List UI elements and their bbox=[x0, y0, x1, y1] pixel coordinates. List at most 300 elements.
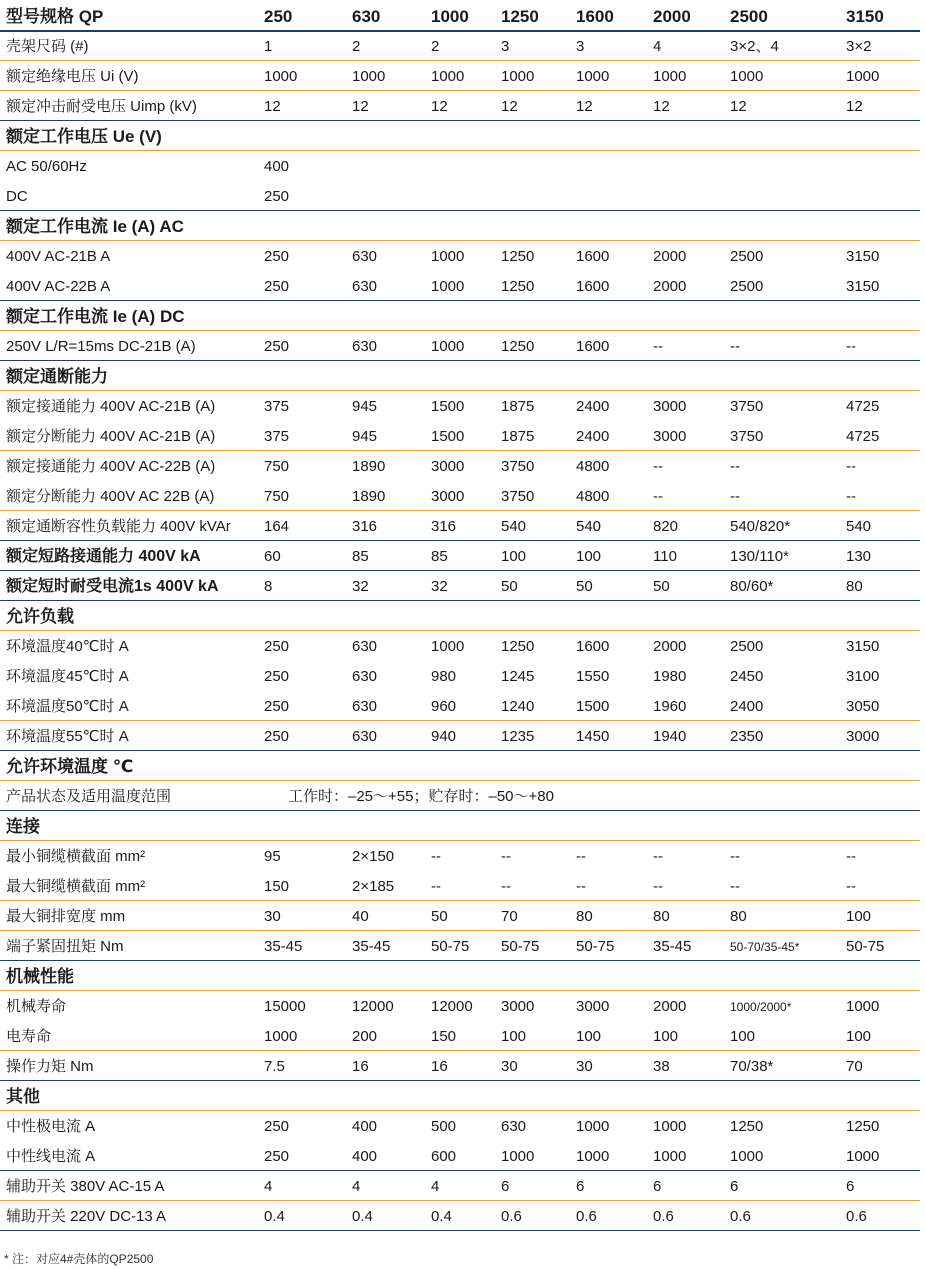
row-value: 200 bbox=[352, 1028, 378, 1045]
table-row bbox=[0, 720, 920, 751]
row-value: 15000 bbox=[264, 998, 306, 1015]
row-value: 1000 bbox=[846, 998, 880, 1015]
table-row bbox=[0, 570, 920, 601]
row-value: 2×150 bbox=[352, 848, 395, 865]
row-value: 110 bbox=[653, 548, 677, 565]
row-value: 1890 bbox=[352, 488, 386, 505]
table-row bbox=[0, 930, 920, 961]
table-row bbox=[0, 1200, 920, 1231]
row-value: 1000 bbox=[431, 338, 465, 355]
row-value: 100 bbox=[576, 1028, 602, 1045]
row-value: 12 bbox=[730, 98, 747, 115]
row-value: 80 bbox=[730, 908, 747, 925]
row-label: 辅助开关 220V DC-13 A bbox=[6, 1208, 167, 1225]
row-label: 中性极电流 A bbox=[6, 1118, 96, 1135]
row-value: 0.4 bbox=[431, 1208, 452, 1225]
row-value: 1250 bbox=[501, 338, 535, 355]
row-value: 100 bbox=[501, 548, 527, 565]
row-value: 1250 bbox=[501, 248, 535, 265]
row-value: -- bbox=[653, 848, 663, 865]
row-value: 250 bbox=[264, 668, 290, 685]
row-value: 3 bbox=[576, 38, 585, 55]
row-value: 945 bbox=[352, 428, 378, 445]
row-value: 945 bbox=[352, 398, 378, 415]
section-heading-row bbox=[0, 300, 920, 331]
row-label: 250V L/R=15ms DC-21B (A) bbox=[6, 338, 196, 355]
section-heading-row bbox=[0, 600, 920, 631]
header-model-value: 250 bbox=[264, 7, 293, 26]
row-value: 2500 bbox=[730, 278, 764, 295]
table-row bbox=[0, 270, 920, 301]
table-header-row bbox=[0, 0, 920, 32]
row-value: 130 bbox=[846, 548, 872, 565]
temperature-range-text: 工作时：–25～+55；贮存时：–50～+80 bbox=[288, 788, 554, 805]
row-value: 2400 bbox=[576, 398, 610, 415]
row-value: 4725 bbox=[846, 398, 880, 415]
row-value: 1000 bbox=[576, 1148, 610, 1165]
row-value: 8 bbox=[264, 578, 273, 595]
row-value: 6 bbox=[730, 1178, 739, 1195]
row-label: 额定通断容性负载能力 400V kVAr bbox=[6, 518, 231, 535]
row-value: 375 bbox=[264, 398, 290, 415]
section-title: 额定通断能力 bbox=[6, 367, 108, 386]
row-value: 3000 bbox=[653, 398, 687, 415]
row-value: 3150 bbox=[846, 638, 880, 655]
row-label: 400V AC-22B A bbox=[6, 278, 111, 295]
row-value: 2 bbox=[431, 38, 440, 55]
row-label: 辅助开关 380V AC-15 A bbox=[6, 1178, 165, 1195]
row-value: 400 bbox=[352, 1148, 378, 1165]
section-title: 其他 bbox=[6, 1087, 40, 1106]
header-model-value: 1600 bbox=[576, 7, 614, 26]
row-value: 35-45 bbox=[264, 938, 303, 955]
row-value: 2450 bbox=[730, 668, 764, 685]
row-value: -- bbox=[730, 848, 740, 865]
row-label: 端子紧固扭矩 Nm bbox=[6, 938, 124, 955]
row-value: 2400 bbox=[730, 698, 764, 715]
table-row bbox=[0, 630, 920, 660]
row-value: 0.6 bbox=[501, 1208, 522, 1225]
table-row bbox=[0, 510, 920, 541]
row-value: 500 bbox=[431, 1118, 457, 1135]
row-value: 7.5 bbox=[264, 1058, 285, 1075]
table-row bbox=[0, 1020, 920, 1051]
row-value: 980 bbox=[431, 668, 457, 685]
row-value: 4 bbox=[352, 1178, 361, 1195]
row-value: 164 bbox=[264, 518, 290, 535]
row-value: 250 bbox=[264, 1118, 290, 1135]
section-heading-row bbox=[0, 960, 920, 991]
row-value: -- bbox=[431, 848, 441, 865]
section-title: 允许环境温度 ℃ bbox=[6, 757, 134, 776]
row-value: 1250 bbox=[846, 1118, 880, 1135]
row-value: 1000 bbox=[264, 1028, 298, 1045]
row-value: 1000 bbox=[352, 68, 386, 85]
row-value: 1250 bbox=[730, 1118, 764, 1135]
row-value: 100 bbox=[730, 1028, 756, 1045]
table-row bbox=[0, 840, 920, 870]
row-value: 600 bbox=[431, 1148, 457, 1165]
row-value: 3000 bbox=[846, 728, 880, 745]
row-value: 630 bbox=[352, 248, 378, 265]
row-value: 1000 bbox=[431, 278, 465, 295]
row-value: 316 bbox=[431, 518, 457, 535]
row-value: 3750 bbox=[501, 488, 535, 505]
row-value: 95 bbox=[264, 848, 281, 865]
row-value: 630 bbox=[352, 668, 378, 685]
row-value: 820 bbox=[653, 518, 679, 535]
row-value: 1000/2000* bbox=[730, 1000, 792, 1014]
row-value: 1600 bbox=[576, 248, 610, 265]
row-value: 1875 bbox=[501, 398, 535, 415]
row-value: 400 bbox=[264, 158, 290, 175]
row-value: 1 bbox=[264, 38, 273, 55]
row-value: 70/38* bbox=[730, 1058, 774, 1075]
row-value: 50 bbox=[431, 908, 448, 925]
row-value: 1940 bbox=[653, 728, 687, 745]
row-value: 2×185 bbox=[352, 878, 395, 895]
row-value: 630 bbox=[352, 698, 378, 715]
row-value: 50 bbox=[653, 578, 670, 595]
row-value: 80 bbox=[846, 578, 863, 595]
row-value: 50-75 bbox=[576, 938, 615, 955]
row-value: 3750 bbox=[730, 398, 764, 415]
row-value: 1600 bbox=[576, 278, 610, 295]
row-value: 250 bbox=[264, 698, 290, 715]
row-value: 1000 bbox=[653, 1118, 687, 1135]
row-value: -- bbox=[846, 488, 856, 505]
row-label: 额定接通能力 400V AC-22B (A) bbox=[6, 458, 216, 475]
row-value: 750 bbox=[264, 488, 290, 505]
row-value: 50-70/35-45* bbox=[730, 940, 800, 954]
row-value: 3050 bbox=[846, 698, 880, 715]
table-row bbox=[0, 150, 920, 180]
row-value: 130/110* bbox=[730, 548, 789, 565]
table-row bbox=[0, 1110, 920, 1140]
row-value: 70 bbox=[846, 1058, 863, 1075]
row-value: 6 bbox=[501, 1178, 510, 1195]
row-value: 30 bbox=[264, 908, 281, 925]
row-value: 3750 bbox=[501, 458, 535, 475]
section-heading-row bbox=[0, 810, 920, 841]
row-value: 100 bbox=[576, 548, 602, 565]
row-label: 额定短路接通能力 400V kA bbox=[6, 548, 201, 565]
header-model-value: 2500 bbox=[730, 7, 768, 26]
row-value: 3 bbox=[501, 38, 510, 55]
row-value: 16 bbox=[352, 1058, 369, 1075]
table-row bbox=[0, 1170, 920, 1201]
row-value: 50-75 bbox=[431, 938, 470, 955]
row-value: 12 bbox=[653, 98, 670, 115]
row-value: 1550 bbox=[576, 668, 610, 685]
row-value: 0.6 bbox=[653, 1208, 674, 1225]
table-row bbox=[0, 180, 920, 211]
row-label: 额定分断能力 400V AC 22B (A) bbox=[6, 488, 215, 505]
row-value: -- bbox=[653, 488, 663, 505]
row-value: 70 bbox=[501, 908, 518, 925]
header-label: 型号规格 QP bbox=[6, 7, 104, 26]
row-value: 4 bbox=[431, 1178, 440, 1195]
row-value: 0.6 bbox=[730, 1208, 751, 1225]
row-value: 30 bbox=[576, 1058, 593, 1075]
row-value: 1000 bbox=[653, 68, 687, 85]
row-value: 250 bbox=[264, 248, 290, 265]
row-value: -- bbox=[730, 338, 740, 355]
row-value: -- bbox=[846, 878, 856, 895]
row-value: 400 bbox=[352, 1118, 378, 1135]
row-value: 12 bbox=[576, 98, 593, 115]
row-value: 250 bbox=[264, 1148, 290, 1165]
row-value: 2000 bbox=[653, 248, 687, 265]
row-value: 3150 bbox=[846, 248, 880, 265]
row-value: 12 bbox=[264, 98, 281, 115]
row-value: 50 bbox=[501, 578, 518, 595]
table-row bbox=[0, 870, 920, 901]
table-row bbox=[0, 450, 920, 480]
row-value: 540 bbox=[576, 518, 602, 535]
row-value: 85 bbox=[431, 548, 448, 565]
row-value: 960 bbox=[431, 698, 457, 715]
row-value: 4 bbox=[264, 1178, 273, 1195]
row-label: 环境温度40℃时 A bbox=[6, 638, 129, 655]
row-value: 3100 bbox=[846, 668, 880, 685]
row-label: 环境温度55℃时 A bbox=[6, 728, 129, 745]
section-title: 机械性能 bbox=[6, 967, 74, 986]
row-label: 最大铜排宽度 mm bbox=[6, 908, 126, 925]
row-value: 250 bbox=[264, 638, 290, 655]
table-row bbox=[0, 90, 920, 121]
row-value: 2500 bbox=[730, 248, 764, 265]
row-value: 1235 bbox=[501, 728, 535, 745]
row-value: 1960 bbox=[653, 698, 687, 715]
row-value: 2 bbox=[352, 38, 361, 55]
row-value: 1980 bbox=[653, 668, 687, 685]
row-value: 3×2 bbox=[846, 38, 872, 55]
row-value: 3750 bbox=[730, 428, 764, 445]
row-value: 4800 bbox=[576, 458, 610, 475]
table-row bbox=[0, 60, 920, 91]
row-value: 1500 bbox=[431, 428, 465, 445]
row-value: 940 bbox=[431, 728, 457, 745]
row-value: 100 bbox=[846, 908, 872, 925]
row-label: 额定接通能力 400V AC-21B (A) bbox=[6, 398, 216, 415]
table-row bbox=[0, 1050, 920, 1081]
row-value: 12 bbox=[501, 98, 518, 115]
row-value: 630 bbox=[501, 1118, 527, 1135]
row-value: 50-75 bbox=[501, 938, 540, 955]
row-value: 30 bbox=[501, 1058, 518, 1075]
row-label: 环境温度45℃时 A bbox=[6, 668, 129, 685]
section-title: 额定工作电流 Ie (A) AC bbox=[6, 217, 184, 236]
row-value: 1245 bbox=[501, 668, 535, 685]
table-row bbox=[0, 990, 920, 1020]
row-value: 1000 bbox=[846, 68, 880, 85]
row-label: 400V AC-21B A bbox=[6, 248, 111, 265]
row-value: 60 bbox=[264, 548, 281, 565]
row-value: 100 bbox=[846, 1028, 872, 1045]
row-value: 250 bbox=[264, 188, 290, 205]
row-label: 额定绝缘电压 Ui (V) bbox=[6, 68, 139, 85]
row-value: 4800 bbox=[576, 488, 610, 505]
row-value: -- bbox=[730, 878, 740, 895]
table-row bbox=[0, 660, 920, 690]
row-value: -- bbox=[653, 458, 663, 475]
row-value: -- bbox=[431, 878, 441, 895]
row-value: 16 bbox=[431, 1058, 448, 1075]
row-value: 1000 bbox=[576, 68, 610, 85]
row-value: 80 bbox=[576, 908, 593, 925]
row-value: 80 bbox=[653, 908, 670, 925]
row-value: 1500 bbox=[576, 698, 610, 715]
section-heading-row bbox=[0, 210, 920, 241]
row-label: 操作力矩 Nm bbox=[6, 1058, 94, 1075]
row-value: 4 bbox=[653, 38, 662, 55]
row-value: 1500 bbox=[431, 398, 465, 415]
row-value: 1890 bbox=[352, 458, 386, 475]
section-title: 连接 bbox=[6, 817, 40, 836]
table-row bbox=[0, 390, 920, 420]
row-value: 2500 bbox=[730, 638, 764, 655]
row-value: -- bbox=[653, 338, 663, 355]
row-value: -- bbox=[653, 878, 663, 895]
row-label: 最大铜缆横截面 mm² bbox=[6, 878, 146, 895]
row-value: -- bbox=[501, 878, 511, 895]
table-row bbox=[0, 1140, 920, 1171]
row-value: 6 bbox=[846, 1178, 855, 1195]
row-value: 3000 bbox=[431, 488, 465, 505]
row-value: 1250 bbox=[501, 278, 535, 295]
header-model-value: 630 bbox=[352, 7, 381, 26]
row-value: 3×2、4 bbox=[730, 38, 779, 55]
row-label: 壳架尺码 (#) bbox=[6, 38, 89, 55]
row-value: 1000 bbox=[264, 68, 298, 85]
row-value: 2400 bbox=[576, 428, 610, 445]
row-value: 1000 bbox=[501, 68, 535, 85]
row-value: 100 bbox=[501, 1028, 527, 1045]
row-value: 100 bbox=[653, 1028, 679, 1045]
row-value: 12 bbox=[846, 98, 863, 115]
row-value: 630 bbox=[352, 728, 378, 745]
section-title: 额定工作电压 Ue (V) bbox=[6, 127, 162, 146]
header-model-value: 1250 bbox=[501, 7, 539, 26]
header-model-value: 3150 bbox=[846, 7, 884, 26]
row-value: 250 bbox=[264, 278, 290, 295]
row-value: 540 bbox=[846, 518, 872, 535]
table-row bbox=[0, 480, 920, 511]
row-value: 80/60* bbox=[730, 578, 774, 595]
table-row bbox=[0, 420, 920, 451]
table-row bbox=[0, 900, 920, 931]
row-label: 额定短时耐受电流1s 400V kA bbox=[6, 578, 219, 595]
row-value: -- bbox=[576, 878, 586, 895]
section-title: 额定工作电流 Ie (A) DC bbox=[6, 307, 185, 326]
row-value: 3000 bbox=[431, 458, 465, 475]
row-value: -- bbox=[846, 458, 856, 475]
row-value: 3000 bbox=[576, 998, 610, 1015]
table-row bbox=[0, 240, 920, 270]
row-value: 1600 bbox=[576, 638, 610, 655]
row-value: 40 bbox=[352, 908, 369, 925]
row-value: 2350 bbox=[730, 728, 764, 745]
table-row bbox=[0, 690, 920, 721]
row-value: 1000 bbox=[730, 1148, 764, 1165]
row-value: 630 bbox=[352, 278, 378, 295]
row-value: 12 bbox=[352, 98, 369, 115]
row-label: 中性线电流 A bbox=[6, 1148, 96, 1165]
row-value: 316 bbox=[352, 518, 378, 535]
row-value: -- bbox=[846, 338, 856, 355]
row-value: -- bbox=[501, 848, 511, 865]
row-value: -- bbox=[846, 848, 856, 865]
row-value: 1000 bbox=[846, 1148, 880, 1165]
row-label: 额定冲击耐受电压 Uimp (kV) bbox=[6, 98, 197, 115]
row-value: -- bbox=[730, 458, 740, 475]
row-value: 540 bbox=[501, 518, 527, 535]
row-label: 电寿命 bbox=[6, 1028, 52, 1045]
row-label: AC 50/60Hz bbox=[6, 158, 87, 175]
row-value: 1000 bbox=[653, 1148, 687, 1165]
row-label: 机械寿命 bbox=[6, 998, 67, 1015]
row-value: 12000 bbox=[431, 998, 473, 1015]
row-value: 1600 bbox=[576, 338, 610, 355]
row-value: 12 bbox=[431, 98, 448, 115]
section-heading-row bbox=[0, 360, 920, 391]
row-value: 85 bbox=[352, 548, 369, 565]
row-value: 6 bbox=[576, 1178, 585, 1195]
row-value: 3000 bbox=[501, 998, 535, 1015]
row-value: -- bbox=[576, 848, 586, 865]
section-title: 允许负载 bbox=[6, 607, 74, 626]
footnote: * 注：对应4#壳体的QP2500 bbox=[4, 1252, 154, 1266]
row-value: 1000 bbox=[431, 638, 465, 655]
row-value: 1000 bbox=[501, 1148, 535, 1165]
row-value: 0.4 bbox=[352, 1208, 373, 1225]
row-value: 375 bbox=[264, 428, 290, 445]
row-value: 150 bbox=[264, 878, 290, 895]
section-heading-row bbox=[0, 1080, 920, 1111]
row-value: 2000 bbox=[653, 998, 687, 1015]
row-label: DC bbox=[6, 188, 28, 205]
row-value: 1875 bbox=[501, 428, 535, 445]
row-value: 1000 bbox=[730, 68, 764, 85]
row-value: 2000 bbox=[653, 278, 687, 295]
row-value: 630 bbox=[352, 638, 378, 655]
row-value: 3150 bbox=[846, 278, 880, 295]
table-row bbox=[0, 330, 920, 361]
row-value: 35-45 bbox=[352, 938, 391, 955]
row-value: 540/820* bbox=[730, 518, 791, 535]
row-value: -- bbox=[730, 488, 740, 505]
row-value: 32 bbox=[431, 578, 448, 595]
row-value: 1450 bbox=[576, 728, 610, 745]
row-value: 32 bbox=[352, 578, 369, 595]
row-value: 6 bbox=[653, 1178, 662, 1195]
row-value: 1250 bbox=[501, 638, 535, 655]
section-heading-row bbox=[0, 120, 920, 151]
table-row bbox=[0, 540, 920, 571]
row-label: 产品状态及适用温度范围 bbox=[6, 788, 172, 805]
row-value: 50 bbox=[576, 578, 593, 595]
row-label: 额定分断能力 400V AC-21B (A) bbox=[6, 428, 216, 445]
row-value: 12000 bbox=[352, 998, 394, 1015]
row-value: 250 bbox=[264, 728, 290, 745]
section-heading-row bbox=[0, 750, 920, 781]
row-label: 最小铜缆横截面 mm² bbox=[6, 848, 146, 865]
row-value: 1000 bbox=[431, 68, 465, 85]
header-model-value: 1000 bbox=[431, 7, 469, 26]
table-row bbox=[0, 30, 920, 61]
row-value: 50-75 bbox=[846, 938, 885, 955]
